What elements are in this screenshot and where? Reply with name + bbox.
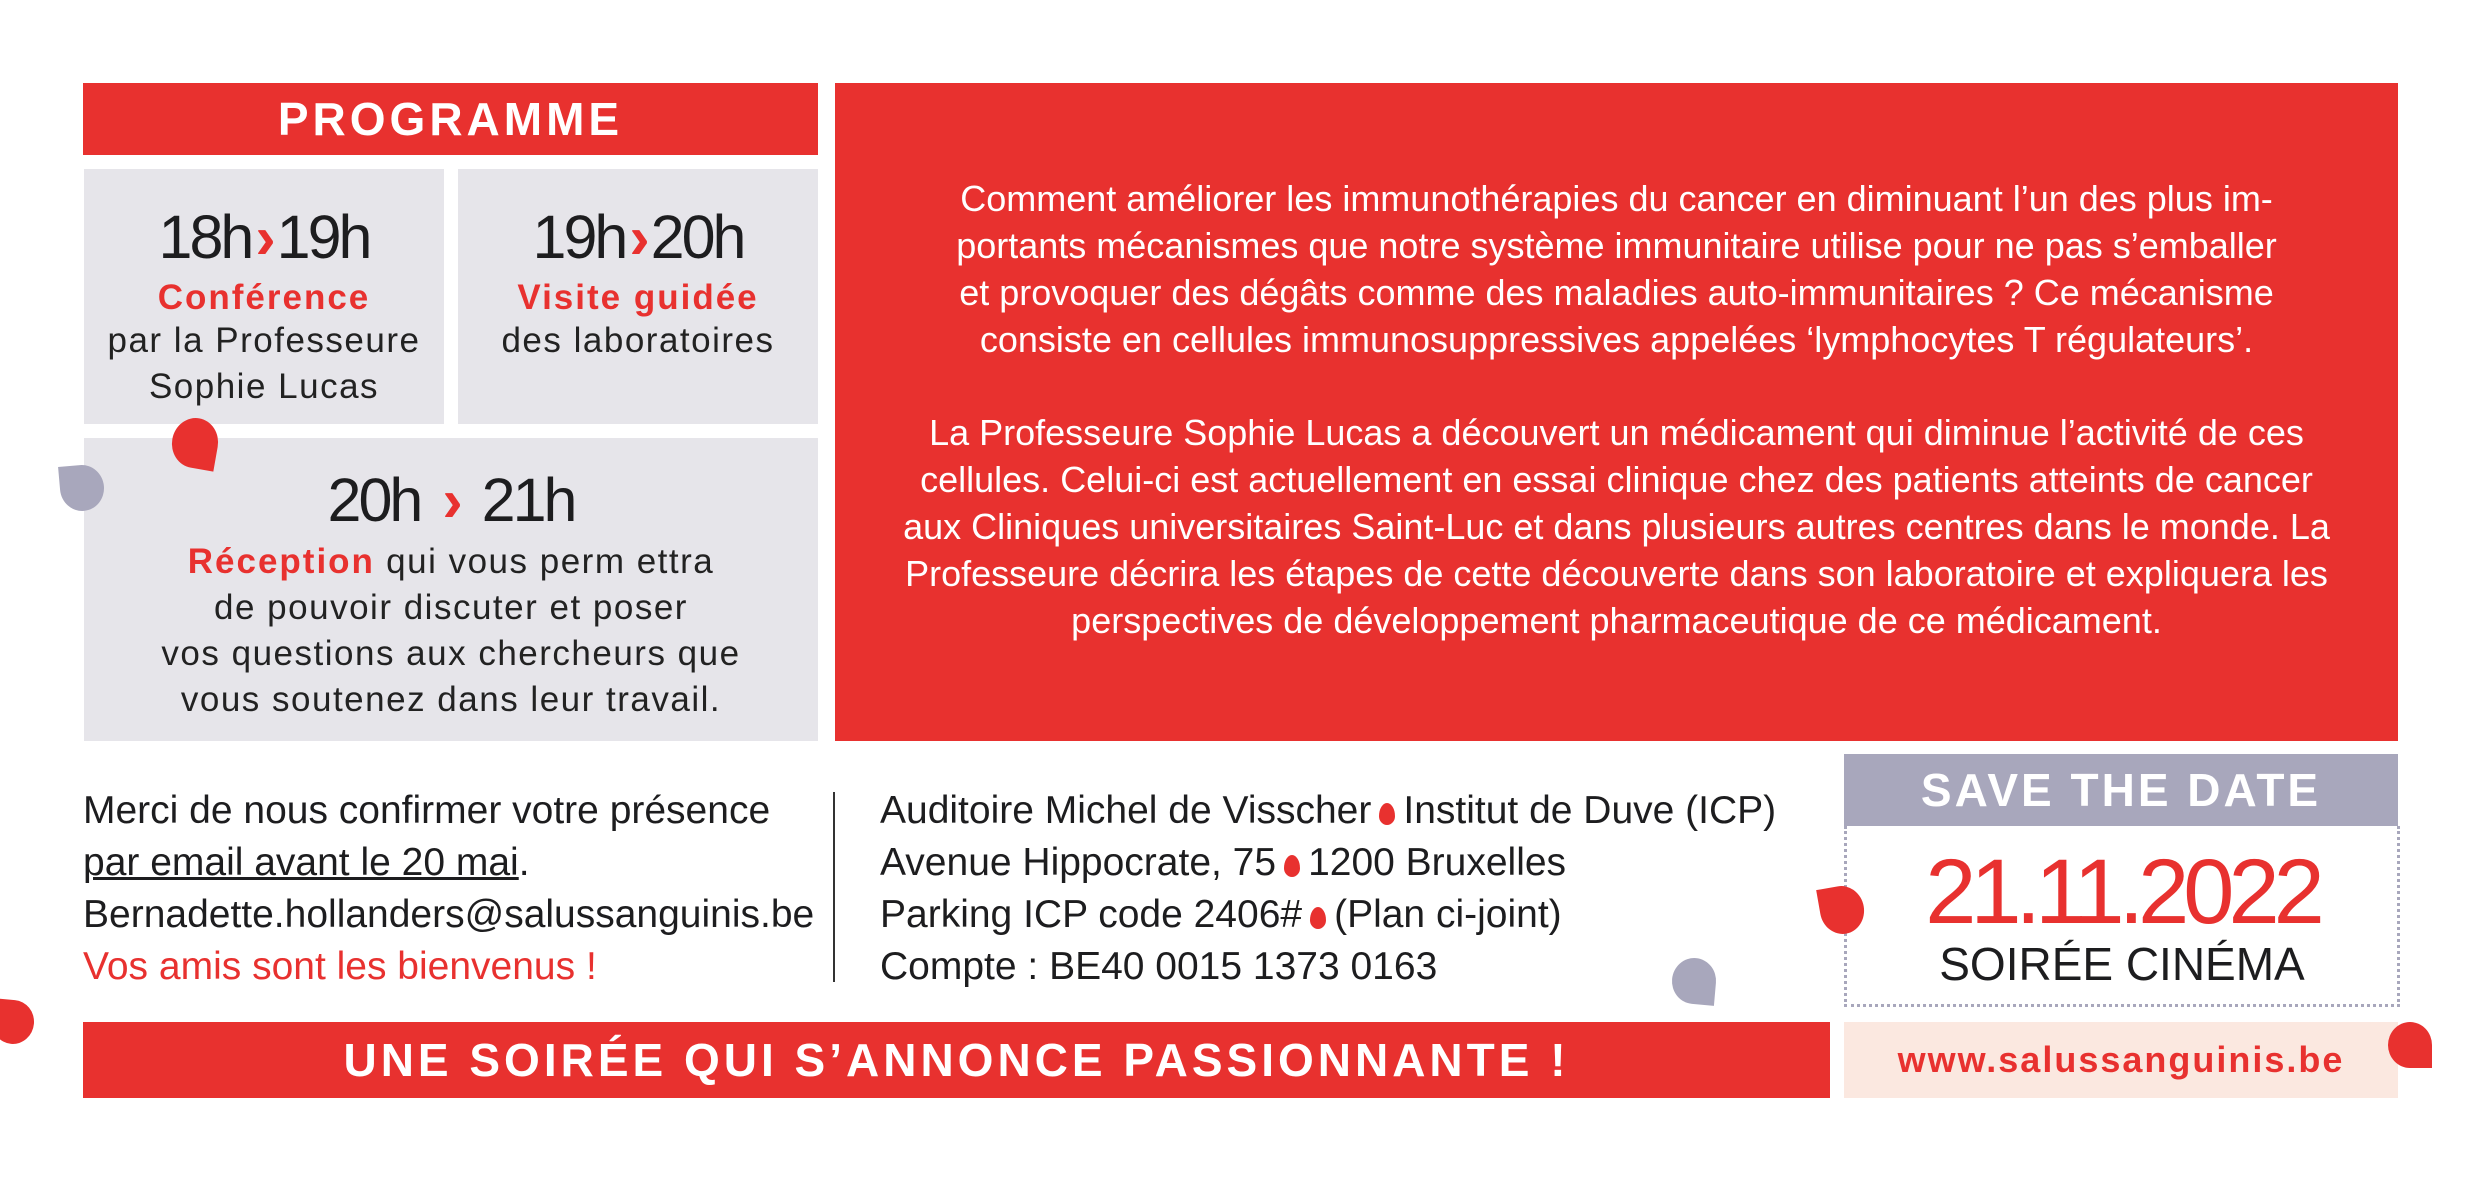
rsvp-line: par email avant le 20 mai.	[83, 841, 530, 884]
divider	[833, 792, 835, 982]
programme-slot-reception	[84, 438, 818, 741]
drop-icon	[1284, 855, 1300, 877]
rsvp-block	[83, 785, 823, 993]
event-title: SOIRÉE CINÉMA	[1939, 938, 2305, 990]
slot-line: par la Professeure	[107, 321, 421, 360]
slot-title: Visite guidée	[517, 278, 759, 317]
programme-header	[83, 83, 818, 155]
venue-block	[880, 785, 1820, 993]
slot-time: 19h›20h	[532, 203, 744, 271]
programme-slot-visite	[458, 169, 818, 424]
programme-title: PROGRAMME	[277, 93, 624, 145]
rsvp-deadline: par email avant le 20 mai	[83, 841, 519, 884]
event-date: 21.11.2022	[1925, 841, 2319, 943]
slot-line: Réception qui vous perm ettra	[187, 542, 715, 581]
slot-title: Réception	[187, 542, 375, 581]
slot-line: de pouvoir discuter et poser	[214, 588, 688, 627]
arrow-icon: ›	[629, 203, 647, 271]
arrow-icon: ›	[442, 466, 460, 534]
save-the-date-box	[1844, 826, 2400, 1007]
programme-slot-conference	[84, 169, 444, 424]
slot-line: vos questions aux chercheurs que	[161, 634, 741, 673]
slot-line: vous soutenez dans leur travail.	[180, 680, 722, 719]
red-petal-icon	[0, 998, 36, 1045]
description-panel	[835, 83, 2398, 741]
rsvp-welcome: Vos amis sont les bienvenus !	[83, 945, 597, 988]
save-the-date-header: SAVE THE DATE	[1844, 754, 2398, 826]
slot-title: Conférence	[157, 278, 371, 317]
slot-line: Sophie Lucas	[148, 367, 380, 406]
red-petal-icon	[2388, 1022, 2432, 1068]
drop-icon	[1310, 907, 1326, 929]
venue-line: Auditoire Michel de Visscher Institut de Duve (ICP)	[880, 789, 1777, 832]
website-link[interactable]: www.salussanguinis.be	[1844, 1022, 2398, 1098]
slot-time: 20h › 21h	[327, 466, 575, 534]
slot-time: 18h›19h	[158, 203, 370, 271]
description-paragraph-2: La Professeure Sophie Lucas a découvert un médicament qui diminue l’activité de ces cellules. Celui-ci est actuellement en essai clinique chez des patients atteints de cancer aux Cliniques universitaires Saint-Luc et dans plusieurs autres centres dans le monde. La Professeure décrira les étapes de cette découverte dans son laboratoire et expliquera les perspectives de développement pharmaceutique de ce médicament.	[903, 412, 2330, 641]
description-paragraph-1: Comment améliorer les immunothérapies du cancer en diminuant l’un des plus im- portants mécanismes que notre système immunitaire utilise pour ne pas s’emballer et provoquer des dégâts comme des maladies auto-immunitaires ? Ce mécanisme consiste en cellules immunosuppressives appelées ‘lymphocytes T régulateurs’.	[956, 178, 2277, 360]
venue-line: Avenue Hippocrate, 75 1200 Bruxelles	[880, 841, 1567, 884]
arrow-icon: ›	[255, 203, 273, 271]
venue-line: Parking ICP code 2406# (Plan ci-joint)	[880, 893, 1562, 936]
slot-line: des laboratoires	[501, 321, 775, 360]
footer-tagline: UNE SOIRÉE QUI S’ANNONCE PASSIONNANTE !	[83, 1022, 1830, 1098]
rsvp-line: Merci de nous confirmer votre présence	[83, 789, 771, 832]
drop-icon	[1379, 803, 1395, 825]
rsvp-email[interactable]: Bernadette.hollanders@salussanguinis.be	[83, 893, 815, 936]
venue-line: Compte : BE40 0015 1373 0163	[880, 945, 1438, 988]
